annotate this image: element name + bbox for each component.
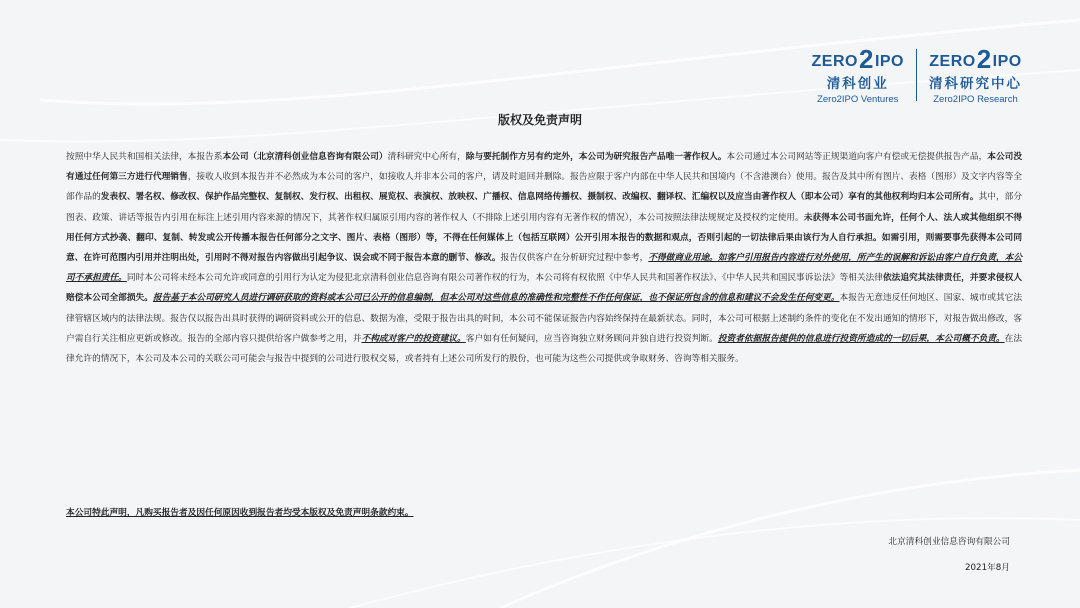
text-segment: 报告仅供客户在分析研究过程中参考， <box>500 253 649 264</box>
logo-wordmark-left: ZERO <box>929 52 976 70</box>
logo-divider <box>916 49 917 101</box>
logo-en-name: Zero2IPO Ventures <box>817 93 899 105</box>
emphasis-segment: 报告基于本公司研究人员进行调研获取的资料或本公司已公开的信息编制，但本公司对这些信息的准确性和完整性不作任何保证，也不保证所包含的信息和建议不会发生任何变更。 <box>152 293 840 304</box>
text-segment: 清科研究中心所有， <box>387 152 466 162</box>
special-notice: 本公司特此声明，凡购买报告者及因任何原因收到报告者均受本版权及免责声明条款约束。 <box>66 508 414 518</box>
company-signature: 北京清科创业信息咨询有限公司 <box>888 537 1010 547</box>
text-segment: 其中，部分图表、政策、讲话等报告内引用在标注上述引用内容来源的情况下，其著作权归属原引用内容的著作权人（不排除上述引用内容有无著作权的情况），本公司按照法律法规规定及授权约定使用。 <box>66 192 1023 223</box>
text-segment: 本公司通过本公司网站等正规渠道向客户有偿或无偿提供报告产品， <box>726 152 988 162</box>
logo-wordmark-mid: 2 <box>976 44 992 74</box>
emphasis-segment: 不得做商业用途。如客户引用报告内容进行对外使用，所产生的误解和诉讼由客户自行负责，本公司不承担责任。 <box>66 253 1023 284</box>
logo-wordmark <box>811 44 904 74</box>
bold-segment: 本公司没有通过任何第三方进行代理销售 <box>66 152 1023 183</box>
logo-wordmark-mid: 2 <box>858 44 874 74</box>
bold-segment: 依法追究其法律责任，并要求侵权人赔偿本公司全部损失。 <box>66 273 1023 304</box>
logo-group <box>811 44 1022 105</box>
disclaimer-paragraph <box>66 147 1022 369</box>
text-segment: 同时本公司将未经本公司允许或同意的引用行为认定为侵犯北京清科创业信息咨询有限公司著作权的行为，本公司将有权依照《中华人民共和国著作权法》、《中华人民共和国民事诉讼法》等相关法律 <box>126 273 883 284</box>
logo-wordmark <box>929 44 1022 74</box>
zero2ipo-research-logo <box>929 44 1022 105</box>
zero2ipo-ventures-logo <box>811 44 904 105</box>
logo-cn-name: 清科创业 <box>826 75 889 92</box>
logo-cn-name: 清科研究中心 <box>929 75 1022 92</box>
text-segment: 本报告无意违反任何地区、国家、城市或其它法律管辖区域内的法律法规。报告仅以报告出具时获得的调研资料或公开的信息、数据为准，受限于报告出具的时间，本公司不能保证报告内容始终保持在最新状态。同时，本公司可根据上述制约条件的变化在不发出通知的情形下，对报告做出修改，客户需自行关注相应更新或修改。报告的全部内容只提供给客户做参考之用，并 <box>66 293 1023 344</box>
text-segment: ，接收人收到本报告并不必然成为本公司的客户，如接收人并非本公司的客户，请及时退回并删除。报告应限于客户内部在中华人民共和国境内（不含港澳台）使用。报告及其中所有图片、表格（图形）及文字内容等全部作品的 <box>66 172 1023 203</box>
page-title: 版权及免责声明 <box>497 113 582 127</box>
bold-segment: 未获得本公司书面允许，任何个人、法人或其他组织不得用任何方式抄袭、翻印、复制、转发或公开传播本报告任何部分之文字、图片、表格（图形）等，不得在任何媒体上（包括互联网）公开引用本报告的数据和观点，否则引起的一切法律后果由该行为人自行承担。如需引用，则需要事先获得本公司同意、在许可范围内引用并注明出处，引用时不得对报告内容做出引起争议、误会或不同于报告本意的删节、修改。 <box>66 212 1023 264</box>
text-segment: 客户如有任何疑问，应当咨询独立财务顾问并独自进行投资判断。 <box>465 333 718 344</box>
signature-date: 2021年8月 <box>964 563 1010 573</box>
logo-wordmark-right: IPO <box>992 52 1022 70</box>
bold-segment: 除与要托制作方另有约定外，本公司为研究报告产品唯一著作权人。 <box>465 152 727 162</box>
logo-wordmark-left: ZERO <box>811 52 858 70</box>
logo-en-name: Zero2IPO Research <box>933 93 1018 105</box>
emphasis-segment: 投资者依据报告提供的信息进行投资所造成的一切后果，本公司概不负责。 <box>717 333 1005 344</box>
bold-segment: 发表权、署名权、修改权、保护作品完整权、复制权、发行权、出租权、展览权、表演权、放映权、广播权、信息网络传播权、摄制权、改编权、翻译权、汇编权以及应当由著作权人（即本公司）享有的其他权利均归本公司所有。 <box>100 192 979 203</box>
text-segment: 按照中华人民共和国相关法律，本报告系 <box>66 152 223 162</box>
bold-segment: 本公司（北京清科创业信息咨询有限公司） <box>222 152 388 162</box>
emphasis-segment: 不构成对客户的投资建议。 <box>361 333 466 344</box>
logo-wordmark-right: IPO <box>874 52 904 70</box>
text-segment: 在法律允许的情况下，本公司及本公司的关联公司可能会与报告中提到的公司进行股权交易，或者持有上述公司所发行的股份，也可能为这些公司提供或争取财务、咨询等相关服务。 <box>66 333 1023 365</box>
